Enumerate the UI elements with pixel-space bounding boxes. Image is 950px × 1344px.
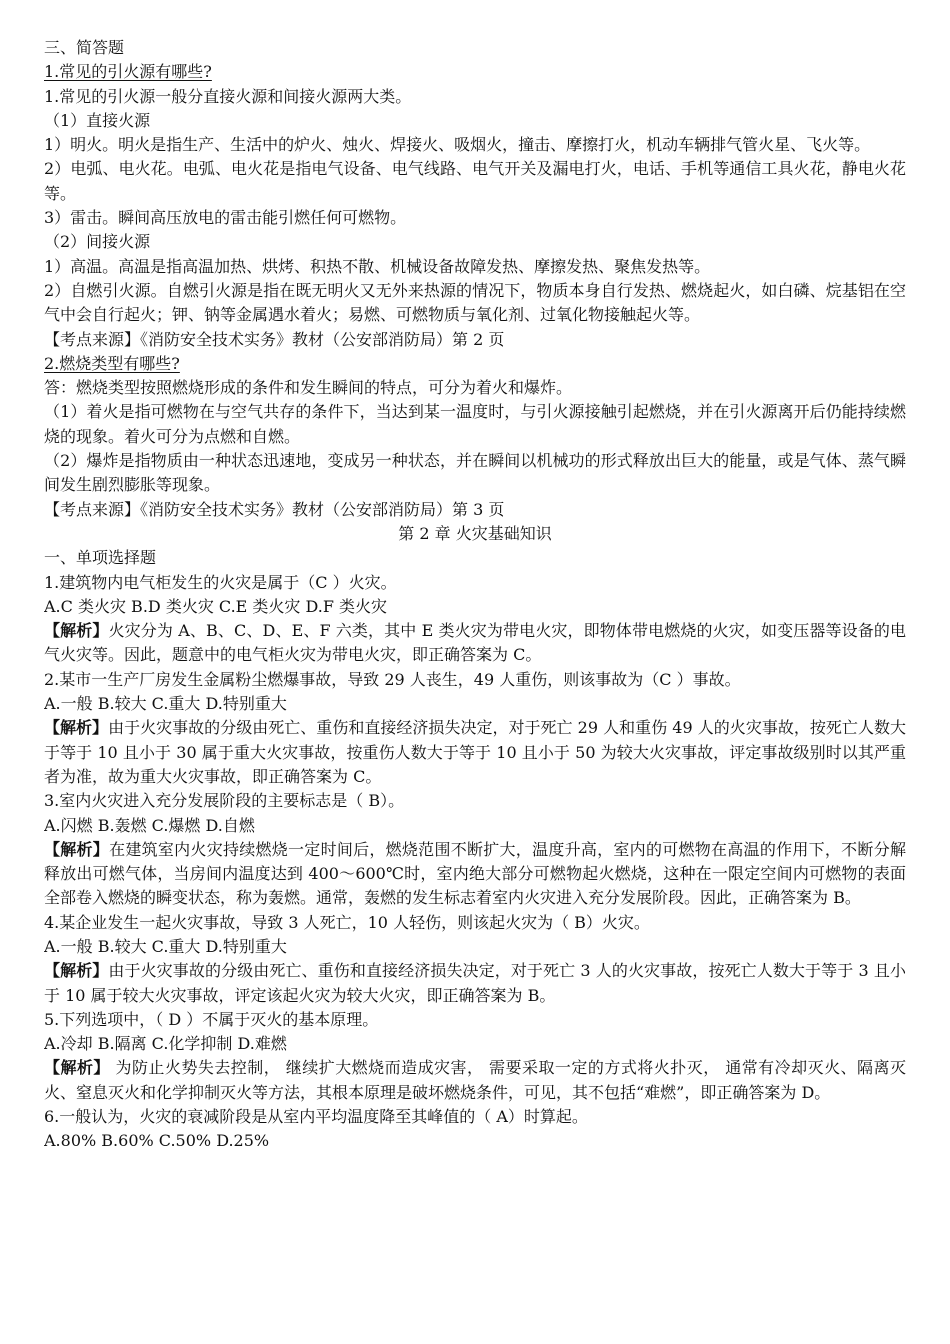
answer-2-intro: 答：燃烧类型按照燃烧形成的条件和发生瞬间的特点，可分为着火和爆炸。 <box>44 378 573 398</box>
analysis-text: 由于火灾事故的分级由死亡、重伤和直接经济损失决定，对于死亡 29 人和重伤 49 人的火灾事故，按死亡人数大于等于 10 且小于 30 属于重大火灾事故，按重伤人数大于等于 10 且小于 50 为较大火灾事故，评定事故级别时以其严重者为准，故为重大火灾事故，即正确答案为 C。 <box>44 718 906 786</box>
question-2-source: 【考点来源】《消防安全技术实务》教材（公安部消防局）第 3 页 <box>44 499 505 519</box>
choice-question-5 <box>44 1008 906 1105</box>
direct-fire-item-1: 1）明火。明火是指生产、生活中的炉火、烛火、焊接火、吸烟火，撞击、摩擦打火，机动车辆排气管火星、飞火等。 <box>44 135 871 155</box>
question-options: A.C 类火灾 B.D 类火灾 C.E 类火灾 D.F 类火灾 <box>44 596 388 616</box>
analysis-label: 【解析】 <box>44 621 109 641</box>
question-options: A.冷却 B.隔离 C.化学抑制 D.难燃 <box>44 1034 287 1054</box>
question-options: A.一般 B.较大 C.重大 D.特别重大 <box>44 936 287 956</box>
analysis-text: 在建筑室内火灾持续燃烧一定时间后，燃烧范围不断扩大，温度升高，室内的可燃物在高温的作用下，不断分解释放出可燃气体，当房间内温度达到 400～600℃时，室内绝大部分可燃物起火燃烧，这种在一限定空间内可燃物的表面全部卷入燃烧的瞬变状态，称为轰燃。通常，轰燃的发生标志着室内火灾进入充分发展阶段。因此，正确答案为 B。 <box>44 839 906 908</box>
choice-question-4 <box>44 911 906 1008</box>
question-options: A.80% B.60% C.50% D.25% <box>44 1131 270 1151</box>
analysis-label: 【解析】 <box>44 718 109 738</box>
question-analysis <box>44 838 906 911</box>
question-stem: 5.下列选项中，（ D ）不属于灭火的基本原理。 <box>44 1009 379 1029</box>
chapter-title: 第 2 章 火灾基础知识 <box>398 523 552 543</box>
question-options: A.一般 B.较大 C.重大 D.特别重大 <box>44 694 287 714</box>
indirect-fire-item-2: 2）自燃引火源。自燃引火源是指在既无明火又无外来热源的情况下，物质本身自行发热、燃烧起火，如白磷、烷基铝在空气中会自行起火；钾、钠等金属遇水着火；易燃、可燃物质与氧化剂、过氧化物接触起火等。 <box>44 280 906 325</box>
question-stem: 1.建筑物内电气柜发生的火灾是属于（C ）火灾。 <box>44 572 397 592</box>
direct-fire-item-3: 3）雷击。瞬间高压放电的雷击能引燃任何可燃物。 <box>44 208 407 228</box>
analysis-label: 【解析】 <box>44 1058 110 1078</box>
question-analysis <box>44 959 906 1008</box>
analysis-text: 火灾分为 A、B、C、D、E、F 六类，其中 E 类火灾为带电火灾，即物体带电燃烧的火灾，如变压器等设备的电气火灾等。因此，题意中的电气柜火灾为带电火灾，即正确答案为 C。 <box>44 621 906 665</box>
choice-question-6 <box>44 1105 906 1154</box>
indirect-fire-heading: （2）间接火源 <box>44 232 151 252</box>
question-stem: 2.某市一生产厂房发生金属粉尘燃爆事故，导致 29 人丧生，49 人重伤，则该事故为（C ）事故。 <box>44 669 741 689</box>
question-options: A.闪燃 B.轰燃 C.爆燃 D.自燃 <box>44 815 255 835</box>
answer-2-point-1: （1）着火是指可燃物在与空气共存的条件下，当达到某一温度时，与引火源接触引起燃烧，并在引火源离开后仍能持续燃烧的现象。着火可分为点燃和自燃。 <box>44 402 906 446</box>
answer-2-point-2: （2）爆炸是指物质由一种状态迅速地，变成另一种状态，并在瞬间以机械功的形式释放出巨大的能量，或是气体、蒸气瞬间发生剧烈膨胀等现象。 <box>44 451 906 495</box>
question-1-title: 1.常见的引火源有哪些? <box>44 62 212 82</box>
choice-question-2 <box>44 668 906 789</box>
answer-1-intro: 1.常见的引火源一般分直接火源和间接火源两大类。 <box>44 86 412 106</box>
question-1-source: 【考点来源】《消防安全技术实务》教材（公安部消防局）第 2 页 <box>44 329 505 349</box>
indirect-fire-item-1: 1）高温。高温是指高温加热、烘烤、积热不散、机械设备故障发热、摩擦发热、聚焦发热等。 <box>44 256 711 276</box>
analysis-text: 由于火灾事故的分级由死亡、重伤和直接经济损失决定，对于死亡 3 人的火灾事故，按死亡人数大于等于 3 且小于 10 属于较大火灾事故，评定该起火灾为较大火灾，即正确答案为 B。 <box>44 961 906 1005</box>
question-analysis <box>44 619 906 668</box>
section-heading-single-choice: 一、单项选择题 <box>44 548 157 568</box>
direct-fire-heading: （1）直接火源 <box>44 110 151 130</box>
choice-question-1 <box>44 571 906 668</box>
direct-fire-item-2: 2）电弧、电火花。电弧、电火花是指电气设备、电气线路、电气开关及漏电打火，电话、手机等通信工具火花，静电火花等。 <box>44 159 906 203</box>
analysis-label: 【解析】 <box>44 839 110 859</box>
question-stem: 4.某企业发生一起火灾事故，导致 3 人死亡，10 人轻伤，则该起火灾为（ B）火灾。 <box>44 912 650 932</box>
question-stem: 6.一般认为，火灾的衰减阶段是从室内平均温度降至其峰值的（ A）时算起。 <box>44 1107 588 1127</box>
question-2-title: 2.燃烧类型有哪些? <box>44 353 180 373</box>
choice-question-3 <box>44 789 906 910</box>
section-heading-short-answer: 三、简答题 <box>44 38 125 57</box>
analysis-label: 【解析】 <box>44 961 109 981</box>
question-analysis <box>44 1056 906 1105</box>
question-analysis <box>44 716 906 789</box>
analysis-text: 为防止火势失去控制， 继续扩大燃烧而造成灾害， 需要采取一定的方式将火扑灭， 通常有冷却灭火、隔离灭火、窒息灭火和化学抑制灭火等方法，其根本原理是破坏燃烧条件，可见，其不包括“难燃”，即正确答案为 D。 <box>44 1058 906 1102</box>
question-stem: 3.室内火灾进入充分发展阶段的主要标志是（ B）。 <box>44 791 405 811</box>
